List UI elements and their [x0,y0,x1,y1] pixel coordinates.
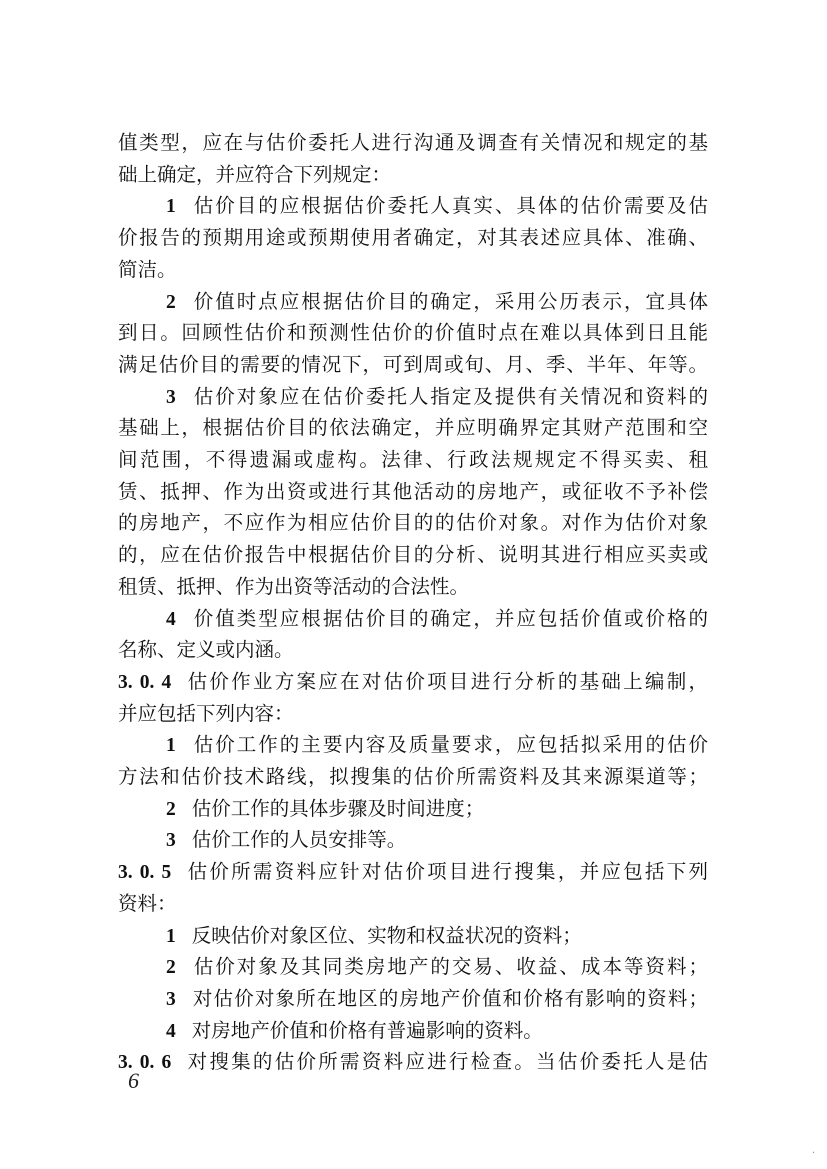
corner-mark: . [811,1145,815,1156]
line-text: 满足估价目的需要的情况下，可到周或旬、月、季、半年、年等。 [118,352,708,376]
line-text: 础上确定，并应符合下列规定： [118,162,392,186]
line-text: 方法和估价技术路线，拟搜集的估价所需资料及其来源渠道等； [118,765,708,788]
line-text: 估价作业方案应在对估价项目进行分析的基础上编制， [185,669,708,693]
item-number: 1 [166,735,176,757]
line-text: 资料： [118,891,177,915]
line-text: 到日。回顾性估价和预测性估价的价值时点在难以具体到日且能 [118,321,708,345]
line-text: 估价对象及其同类房地产的交易、收益、成本等资料； [191,955,708,979]
line-text: 简洁。 [118,257,177,281]
item-number: 3 [166,988,176,1010]
text-line [118,318,708,348]
text-line [118,128,708,158]
item-number: 4 [166,608,176,630]
line-text: 估价工作的具体步骤及时间进度； [191,796,485,820]
item-number: 3 [166,386,176,408]
line-text: 对房地产价值和价格有普遍影响的资料。 [191,1018,543,1042]
text-line [118,255,708,285]
section-number: 3. 0. 4 [118,671,172,693]
item-number: 2 [166,957,176,979]
section-number: 3. 0. 6 [118,1052,172,1074]
text-line [118,477,708,507]
text-line [166,604,708,634]
line-text: 估价目的应根据估价委托人真实、具体的估价需要及估 [191,194,708,218]
line-text: 值类型，应在与估价委托人进行沟通及调查有关情况和规定的基 [118,131,708,154]
line-text: 的，应在估价报告中根据估价目的分析、说明其进行相应买卖或 [118,543,708,567]
line-text: 估价工作的主要内容及质量要求，应包括拟采用的估价 [191,733,708,757]
text-line [118,508,708,538]
text-line [118,667,708,697]
item-number: 4 [166,1020,176,1042]
text-line [166,794,708,824]
line-text: 赁、抵押、作为出资或进行其他活动的房地产，或征收不予补偿 [118,479,708,503]
text-line [166,191,708,221]
text-line [118,762,708,792]
text-line [118,572,708,602]
text-line [166,287,708,317]
text-line [166,921,708,951]
text-line [118,160,708,190]
text-line [118,699,708,729]
text-line [166,825,708,855]
line-text: 价值时点应根据估价目的确定，采用公历表示，宜具体 [191,289,708,313]
line-text: 基础上，根据估价目的依法确定，并应明确界定其财产范围和空 [118,416,708,440]
text-line [166,952,708,982]
item-number: 3 [166,830,176,852]
item-number: 2 [166,798,176,820]
line-text: 的房地产，不应作为相应估价目的的估价对象。对作为估价对象 [118,511,708,535]
text-line [118,413,708,443]
line-text: 间范围，不得遗漏或虚构。法律、行政法规规定不得买卖、租 [118,448,708,471]
line-text: 价值类型应根据估价目的确定，并应包括价值或价格的 [191,606,708,630]
line-text: 名称、定义或内涵。 [118,638,294,662]
line-text: 价报告的预期用途或预期使用者确定，对其表述应具体、准确、 [118,226,708,250]
text-line [118,635,708,665]
line-text: 对搜集的估价所需资料应进行检查。当估价委托人是估 [185,1050,708,1074]
line-text: 反映估价对象区位、实物和权益状况的资料； [191,923,582,947]
text-line [118,1047,708,1077]
line-text: 估价所需资料应针对估价项目进行搜集，并应包括下列 [185,860,708,884]
text-line [118,889,708,919]
item-number: 1 [166,196,176,218]
line-text: 租赁、抵押、作为出资等活动的合法性。 [118,574,470,598]
line-text: 并应包括下列内容： [118,701,294,725]
text-line [118,540,708,570]
line-text: 估价对象应在估价委托人指定及提供有关情况和资料的 [191,384,708,408]
text-line [118,445,708,475]
text-line [118,350,708,380]
text-line [166,984,708,1014]
item-number: 2 [166,291,176,313]
text-line [166,730,708,760]
line-text: 对估价对象所在地区的房地产价值和价格有影响的资料； [191,986,708,1010]
text-line [118,857,708,887]
line-text: 估价工作的人员安排等。 [191,828,407,852]
text-line [166,382,708,412]
item-number: 1 [166,925,176,947]
text-line [166,1016,708,1046]
section-number: 3. 0. 5 [118,862,172,884]
page-number: 6 [128,1068,139,1093]
text-line [118,223,708,253]
